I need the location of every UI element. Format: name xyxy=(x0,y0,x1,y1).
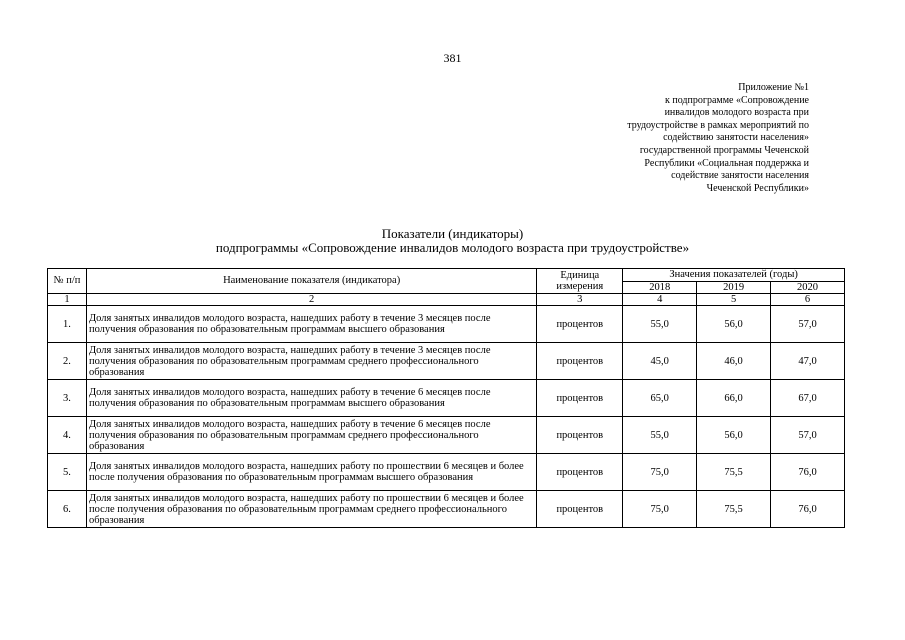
value-2018: 55,0 xyxy=(623,306,697,343)
value-2019: 46,0 xyxy=(697,343,771,380)
appendix-line: содействию занятости населения» xyxy=(663,132,809,144)
header-num: № п/п xyxy=(48,269,87,294)
value-2018: 65,0 xyxy=(623,380,697,417)
value-2019: 66,0 xyxy=(697,380,771,417)
row-number: 5. xyxy=(48,454,87,491)
column-number: 6 xyxy=(771,294,845,306)
table-row xyxy=(48,491,845,528)
header-year: 2020 xyxy=(771,281,845,294)
title-line-1: Показатели (индикаторы) xyxy=(381,226,524,241)
row-number: 2. xyxy=(48,343,87,380)
row-number: 4. xyxy=(48,417,87,454)
page-number: 381 xyxy=(443,51,462,65)
value-2020: 76,0 xyxy=(771,454,845,491)
indicator-name: Доля занятых инвалидов молодого возраста, нашедших работу в течение 6 месяцев после получения образования по образовательным программам высшего образования xyxy=(86,380,536,417)
unit-cell: процентов xyxy=(537,417,623,454)
title-line-2: подпрограммы «Сопровождение инвалидов молодого возраста при трудоустройстве» xyxy=(215,240,690,255)
value-2018: 45,0 xyxy=(623,343,697,380)
table-row xyxy=(48,306,845,343)
value-2020: 76,0 xyxy=(771,491,845,528)
table-row xyxy=(48,343,845,380)
document-title xyxy=(0,227,905,255)
header-name: Наименование показателя (индикатора) xyxy=(86,269,536,294)
value-2018: 75,0 xyxy=(623,491,697,528)
column-number: 3 xyxy=(537,294,623,306)
indicators-table xyxy=(47,268,845,528)
value-2018: 75,0 xyxy=(623,454,697,491)
indicator-name: Доля занятых инвалидов молодого возраста, нашедших работу по прошествии 6 месяцев и более после получения образования по образовательным программам среднего профессионального образования xyxy=(86,491,536,528)
row-number: 1. xyxy=(48,306,87,343)
unit-cell: процентов xyxy=(537,343,623,380)
header-year: 2018 xyxy=(623,281,697,294)
column-number-row xyxy=(48,294,845,306)
value-2020: 57,0 xyxy=(771,306,845,343)
unit-cell: процентов xyxy=(537,380,623,417)
table-row xyxy=(48,380,845,417)
indicator-name: Доля занятых инвалидов молодого возраста, нашедших работу в течение 3 месяцев после получения образования по образовательным программам высшего образования xyxy=(86,306,536,343)
column-number: 5 xyxy=(697,294,771,306)
header-year: 2019 xyxy=(697,281,771,294)
indicator-name: Доля занятых инвалидов молодого возраста, нашедших работу в течение 6 месяцев после получения образования по образовательным программам среднего профессионального образования xyxy=(86,417,536,454)
value-2018: 55,0 xyxy=(623,417,697,454)
column-number: 4 xyxy=(623,294,697,306)
appendix-line: Чеченской Республики» xyxy=(706,182,809,194)
appendix-line: Приложение №1 xyxy=(738,82,809,93)
value-2020: 47,0 xyxy=(771,343,845,380)
value-2019: 56,0 xyxy=(697,306,771,343)
header-unit: Единица измерения xyxy=(537,269,623,294)
column-number: 1 xyxy=(48,294,87,306)
indicator-name: Доля занятых инвалидов молодого возраста, нашедших работу в течение 3 месяцев после получения образования по образовательным программам среднего профессионального образования xyxy=(86,343,536,380)
value-2019: 56,0 xyxy=(697,417,771,454)
table-row xyxy=(48,454,845,491)
appendix-note xyxy=(549,82,809,195)
appendix-line: к подпрограмме «Сопровождение xyxy=(665,94,809,106)
unit-cell: процентов xyxy=(537,306,623,343)
appendix-line: государственной программы Чеченской xyxy=(639,144,809,156)
appendix-line: трудоустройстве в рамках мероприятий по xyxy=(627,119,809,131)
row-number: 6. xyxy=(48,491,87,528)
value-2019: 75,5 xyxy=(697,491,771,528)
header-row xyxy=(48,269,845,282)
table-row xyxy=(48,417,845,454)
row-number: 3. xyxy=(48,380,87,417)
value-2019: 75,5 xyxy=(697,454,771,491)
value-2020: 67,0 xyxy=(771,380,845,417)
unit-cell: процентов xyxy=(537,491,623,528)
value-2020: 57,0 xyxy=(771,417,845,454)
indicator-name: Доля занятых инвалидов молодого возраста, нашедших работу по прошествии 6 месяцев и более после получения образования по образовательным программам высшего образования xyxy=(86,454,536,491)
appendix-line: инвалидов молодого возраста при xyxy=(664,107,809,119)
appendix-line: содействие занятости населения xyxy=(671,170,809,182)
unit-cell: процентов xyxy=(537,454,623,491)
header-values-group: Значения показателей (годы) xyxy=(623,269,845,282)
column-number: 2 xyxy=(86,294,536,306)
appendix-line: Республики «Социальная поддержка и xyxy=(644,157,809,169)
